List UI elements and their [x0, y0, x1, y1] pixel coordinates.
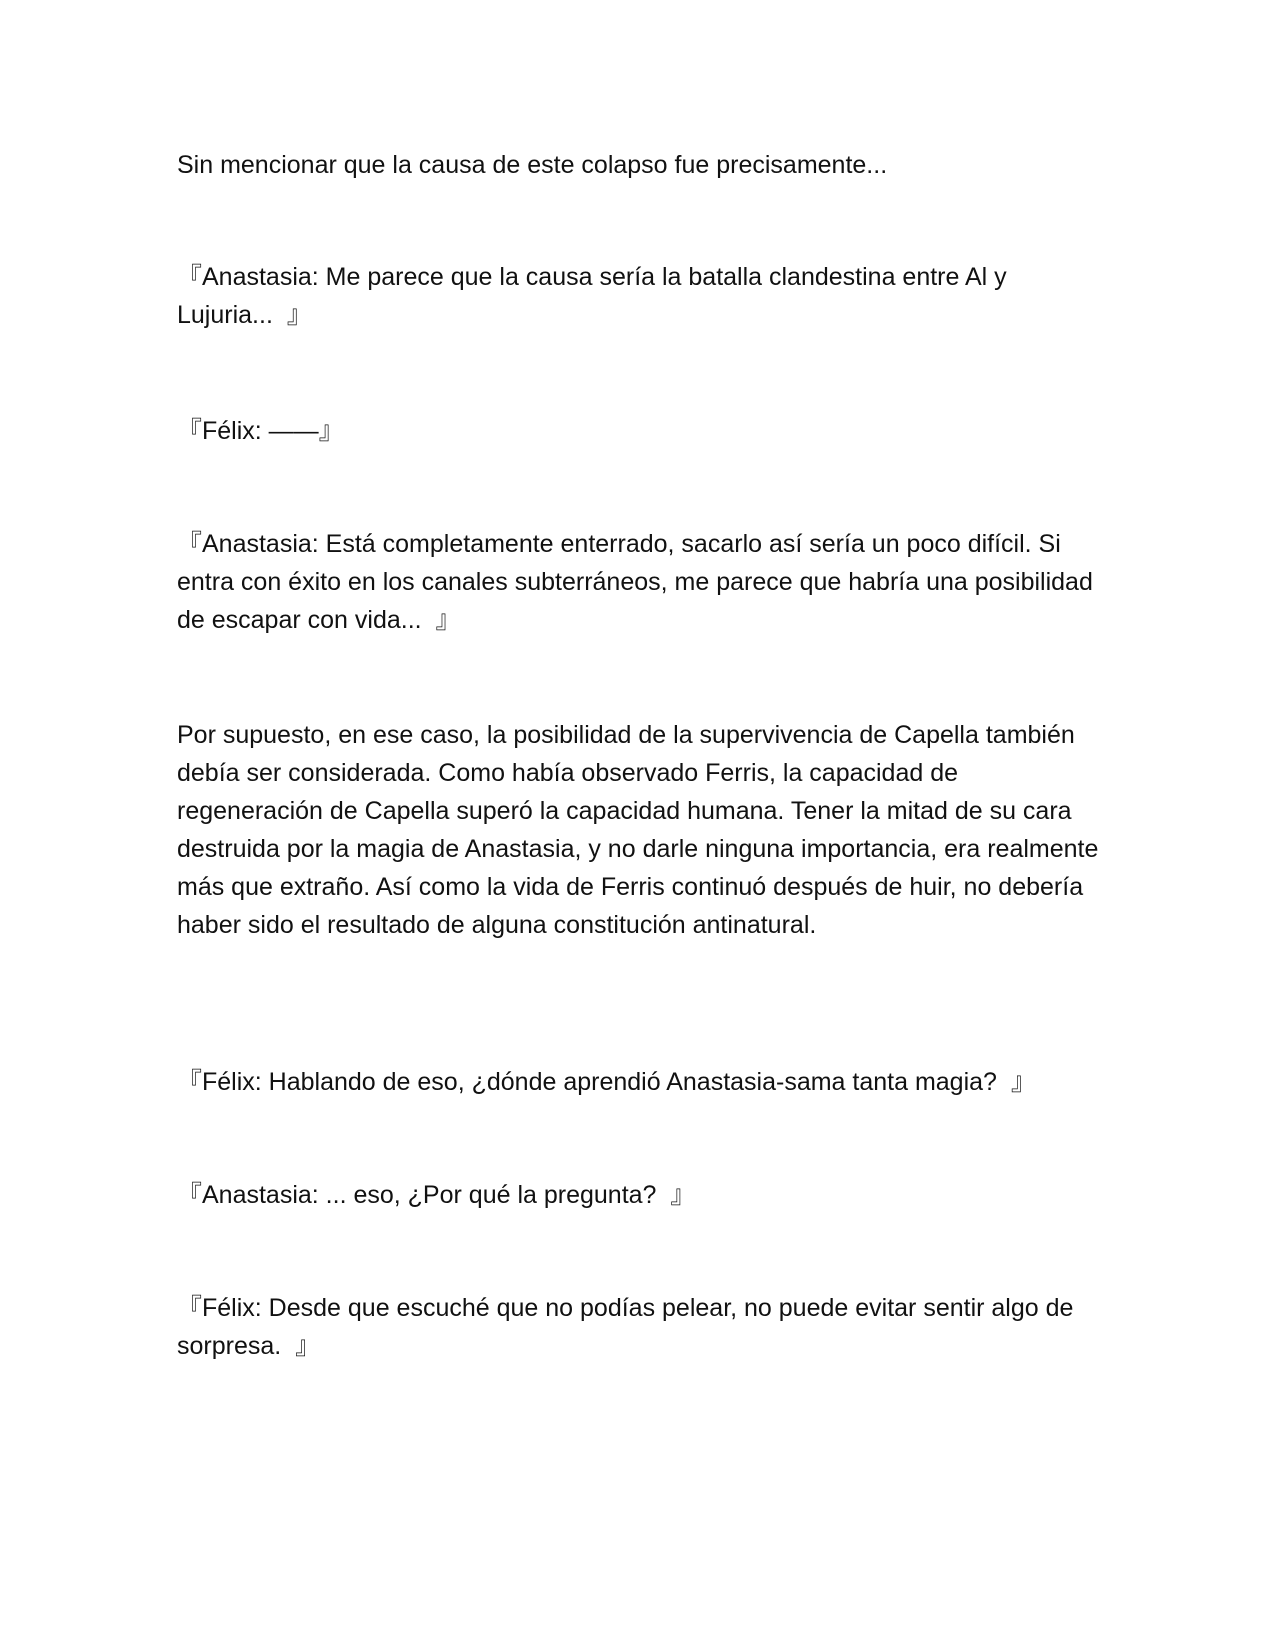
narration-paragraph: Por supuesto, en ese caso, la posibilidad de la supervivencia de Capella también debía ser considerada. Como había observado Ferris, la capacidad de regeneración de Capella superó la capacidad humana. Tener la mitad de su cara destruida por la magia de Anastasia, y no darle ninguna importancia, era realmente más que extraño. Así como la vida de Ferris continuó después de huir, no debería haber sido el resultado de alguna constitución antinatural.: [177, 721, 1099, 939]
dialogue-anastasia: 『Anastasia: Está completamente enterrado, sacarlo así sería un poco difícil. Si entra con éxito en los canales subterráneos, me parece que habría una posibilidad de escapar con vida... 』: [177, 530, 1093, 634]
dialogue-anastasia: 『Anastasia: Me parece que la causa sería la batalla clandestina entre Al y Lujuria... 』: [177, 263, 1007, 329]
dialogue-felix: 『Félix: Desde que escuché que no podías pelear, no puede evitar sentir algo de sorpresa. 』: [177, 1294, 1074, 1360]
dialogue-felix: 『Félix: ——』: [177, 417, 344, 445]
narration-paragraph: Sin mencionar que la causa de este colapso fue precisamente...: [177, 151, 888, 179]
dialogue-felix: 『Félix: Hablando de eso, ¿dónde aprendió Anastasia-sama tanta magia? 』: [177, 1068, 1036, 1096]
dialogue-anastasia: 『Anastasia: ... eso, ¿Por qué la pregunta? 』: [177, 1181, 696, 1209]
